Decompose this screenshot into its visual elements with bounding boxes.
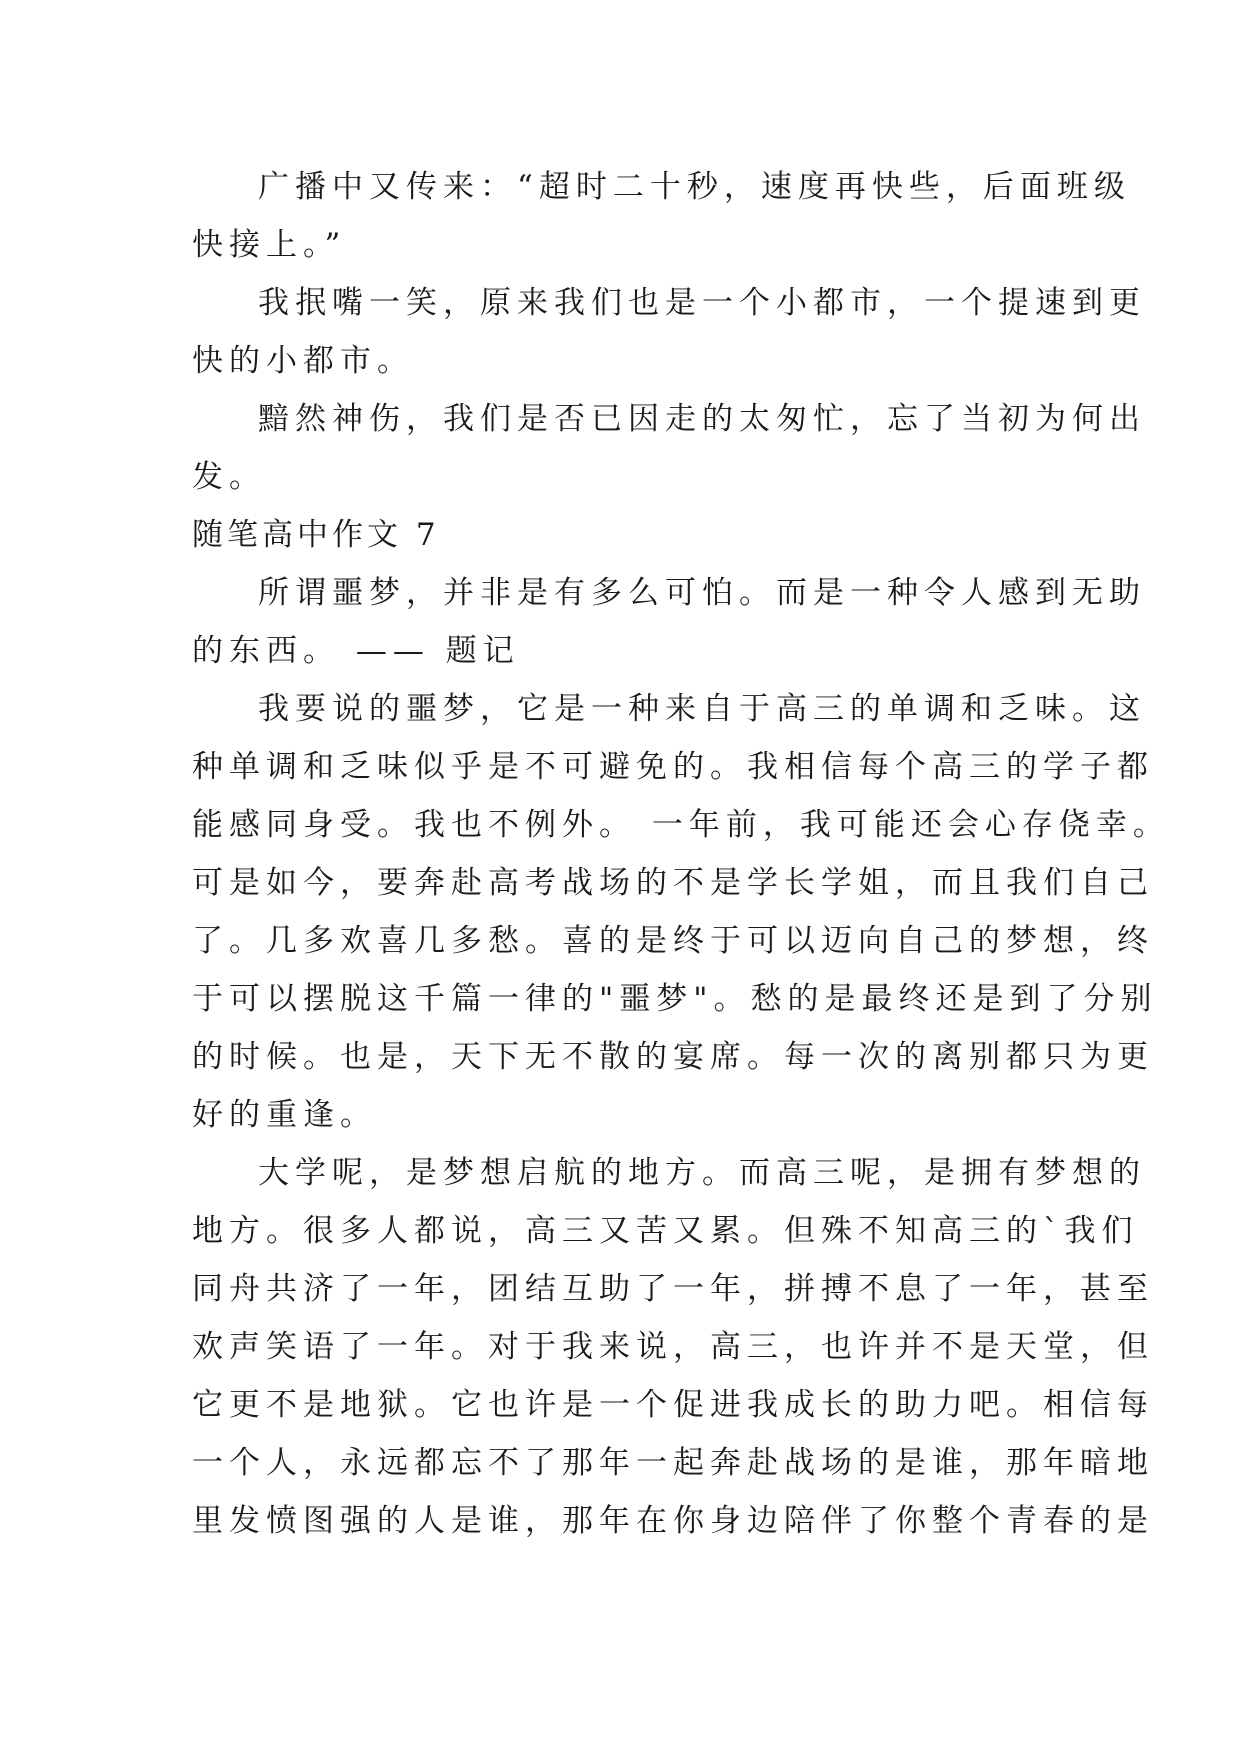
paragraph-line: 好的重逢。 (192, 1097, 377, 1133)
paragraph-line: 于可以摆脱这千篇一律的"噩梦"。愁的是最终还是到了分别 (192, 981, 1158, 1017)
paragraph-line: 大学呢，是梦想启航的地方。而高三呢，是拥有梦想的 (258, 1155, 1146, 1191)
paragraph-line: 黯然神伤，我们是否已因走的太匆忙，忘了当初为何出 (258, 401, 1146, 437)
paragraph-2 (192, 274, 1146, 390)
paragraph-line: 的时候。也是，天下无不散的宴席。每一次的离别都只为更 (192, 1039, 1154, 1075)
paragraph-line: 我要说的噩梦，它是一种来自于高三的单调和乏味。这 (258, 691, 1146, 727)
paragraph-line: 一个人，永远都忘不了那年一起奔赴战场的是谁，那年暗地 (192, 1445, 1154, 1481)
section-heading-block (192, 506, 1072, 564)
section-heading: 随笔高中作文 7 (192, 517, 440, 553)
paragraph-line: 的东西。 —— 题记 (192, 633, 520, 669)
paragraph-line: 可是如今，要奔赴高考战场的不是学长学姐，而且我们自己 (192, 865, 1154, 901)
paragraph-line: 里发愤图强的人是谁，那年在你身边陪伴了你整个青春的是 (192, 1503, 1154, 1539)
paragraph-line: 了。几多欢喜几多愁。喜的是终于可以迈向自己的梦想，终 (192, 923, 1154, 959)
paragraph-3 (192, 390, 1146, 506)
paragraph-line: 所谓噩梦，并非是有多么可怕。而是一种令人感到无助 (258, 575, 1146, 611)
paragraph-1 (192, 158, 1131, 274)
paragraph-line: 欢声笑语了一年。对于我来说，高三，也许并不是天堂，但 (192, 1329, 1154, 1365)
paragraph-line: 同舟共济了一年，团结互助了一年，拼搏不息了一年，甚至 (192, 1271, 1154, 1307)
paragraph-line: 我抿嘴一笑，原来我们也是一个小都市，一个提速到更 (258, 285, 1146, 321)
paragraph-line: 广播中又传来：“超时二十秒，速度再快些，后面班级 (258, 169, 1131, 205)
paragraph-5 (192, 680, 1170, 1144)
paragraph-line: 它更不是地狱。它也许是一个促进我成长的助力吧。相信每 (192, 1387, 1154, 1423)
paragraph-epigraph (192, 564, 1146, 680)
document-body (192, 158, 1170, 1550)
paragraph-6 (192, 1144, 1154, 1550)
paragraph-line: 发。 (192, 459, 266, 495)
paragraph-line: 能感同身受。我也不例外。 一年前，我可能还会心存侥幸。 (192, 807, 1170, 843)
paragraph-line: 地方。很多人都说，高三又苦又累。但殊不知高三的`我们 (192, 1213, 1139, 1249)
paragraph-line: 快的小都市。 (192, 343, 414, 379)
paragraph-line: 种单调和乏味似乎是不可避免的。我相信每个高三的学子都 (192, 749, 1154, 785)
paragraph-line: 快接上。” (192, 227, 347, 263)
